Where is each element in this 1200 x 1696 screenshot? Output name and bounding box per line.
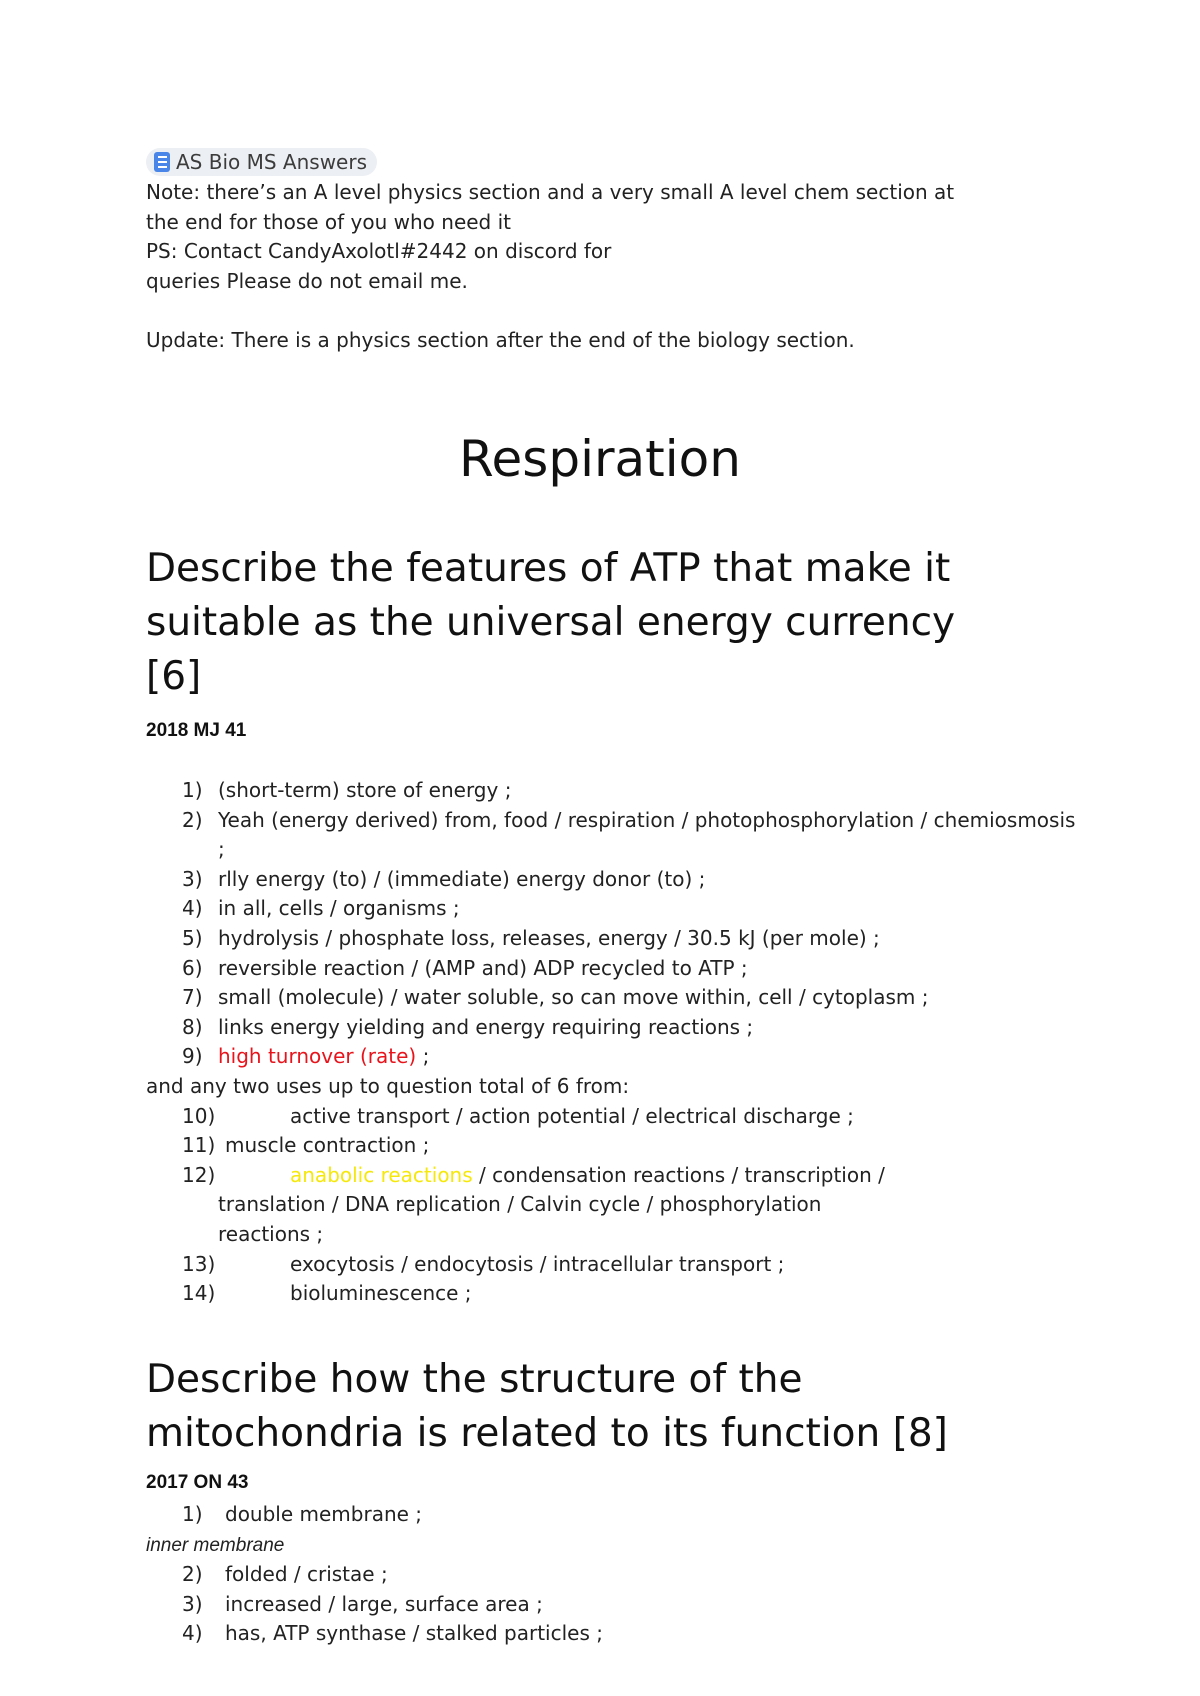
- list-item: [146, 983, 1186, 1013]
- ps-line-1: PS: Contact CandyAxolotl#2442 on discord for: [146, 239, 612, 263]
- inner-membrane-subheading: inner membrane: [146, 1534, 285, 1556]
- ps-line-2: queries Please do not email me.: [146, 268, 468, 293]
- list-item: [146, 1590, 1186, 1620]
- item-text: double membrane ;: [225, 1502, 423, 1526]
- item-number: 13): [182, 1251, 216, 1276]
- doc-title-chip-label: AS Bio MS Answers: [176, 150, 367, 174]
- list-item: [146, 1279, 1186, 1309]
- update-line: Update: There is a physics section after the end of the biology section.: [146, 328, 855, 352]
- item-text: folded / cristae ;: [225, 1562, 388, 1587]
- list-item: [146, 924, 1186, 954]
- highlighted-text-red: high turnover (rate): [218, 1044, 417, 1069]
- item-text-rest: ;: [416, 1044, 430, 1069]
- item-number: 1): [182, 778, 203, 802]
- list-item: [146, 1161, 1186, 1250]
- item-number: 8): [182, 1014, 203, 1039]
- question-1-heading-line-2: suitable as the universal energy currency: [146, 600, 956, 645]
- list-item: [146, 776, 1186, 806]
- item-number: 11): [182, 1133, 216, 1158]
- item-number: 12): [182, 1162, 216, 1187]
- list-item: [146, 1500, 1186, 1530]
- item-text: in all, cells / organisms ;: [218, 896, 460, 921]
- item-number: 10): [182, 1103, 216, 1128]
- list-item: [146, 1102, 1186, 1132]
- item-number: 5): [182, 925, 203, 950]
- item-text: exocytosis / endocytosis / intracellular transport ;: [290, 1251, 785, 1276]
- item-number: 6): [182, 955, 203, 980]
- document-icon: [154, 152, 170, 172]
- question-1-reference: 2018 MJ 41: [146, 720, 247, 741]
- item-number: 9): [182, 1044, 203, 1069]
- note-line-1: Note: there’s an A level physics section and a very small A level chem section at: [146, 180, 955, 204]
- item-number: 4): [182, 1621, 203, 1646]
- item-number: 14): [182, 1281, 216, 1306]
- item-number: 3): [182, 1591, 203, 1616]
- item-text: muscle contraction ;: [225, 1133, 430, 1158]
- item-number: 1): [182, 1502, 203, 1526]
- item-text: hydrolysis / phosphate loss, releases, energy / 30.5 kJ (per mole) ;: [218, 925, 880, 950]
- list-item: [146, 1619, 1186, 1649]
- question-1-heading: [146, 542, 955, 704]
- uses-intro-text: and any two uses up to question total of 6 from:: [146, 1073, 630, 1098]
- item-text: [146, 1161, 1186, 1191]
- item-text: [146, 1042, 1186, 1072]
- item-text: links energy yielding and energy requiring reactions ;: [218, 1014, 754, 1039]
- item-text: reversible reaction / (AMP and) ADP recycled to ATP ;: [218, 955, 748, 980]
- item-number: 2): [182, 807, 203, 832]
- item-text: increased / large, surface area ;: [225, 1591, 543, 1616]
- list-item: [146, 954, 1186, 984]
- question-2-heading-line-1: Describe how the structure of the: [146, 1357, 803, 1402]
- question-2-answers: [146, 1500, 1186, 1649]
- note-line-2: the end for those of you who need it: [146, 209, 512, 234]
- item-text: bioluminescence ;: [290, 1281, 472, 1306]
- question-2-reference: 2017 ON 43: [146, 1472, 249, 1493]
- item-text-continued: translation / DNA replication / Calvin cycle / phosphorylation: [218, 1192, 822, 1217]
- question-2-heading-line-2: mitochondria is related to its function [8]: [146, 1411, 948, 1456]
- item-number: 2): [182, 1562, 203, 1587]
- item-number: 3): [182, 866, 203, 891]
- item-text: (short-term) store of energy ;: [218, 778, 512, 802]
- list-item: [146, 865, 1186, 895]
- question-1-heading-line-3: [6]: [146, 654, 202, 699]
- item-number: 7): [182, 985, 203, 1010]
- item-text: small (molecule) / water soluble, so can move within, cell / cytoplasm ;: [218, 985, 929, 1010]
- item-text: rlly energy (to) / (immediate) energy donor (to) ;: [218, 866, 706, 891]
- list-item: [146, 1250, 1186, 1280]
- uses-intro: [146, 1072, 1186, 1102]
- highlighted-text-yellow: anabolic reactions: [290, 1162, 473, 1187]
- list-item: [146, 1131, 1186, 1161]
- item-text-continued: reactions ;: [218, 1221, 324, 1246]
- item-text: Yeah (energy derived) from, food / respiration / photophosphorylation / chemiosmosis: [218, 807, 1076, 832]
- intro-notes: [146, 178, 954, 356]
- doc-title-chip[interactable]: [146, 148, 377, 176]
- section-title: Respiration: [459, 430, 741, 488]
- question-2-heading: [146, 1353, 948, 1461]
- item-number: 4): [182, 896, 203, 921]
- list-item: [146, 894, 1186, 924]
- item-text-rest: / condensation reactions / transcription /: [472, 1162, 885, 1187]
- item-text: has, ATP synthase / stalked particles ;: [225, 1621, 603, 1646]
- list-item: [146, 1013, 1186, 1043]
- item-text: active transport / action potential / electrical discharge ;: [290, 1103, 854, 1128]
- question-1-heading-line-1: Describe the features of ATP that make it: [146, 546, 951, 591]
- item-text-continued: ;: [218, 837, 225, 862]
- question-1-answers: [146, 776, 1186, 1309]
- list-item: [146, 1042, 1186, 1072]
- list-item: [146, 1560, 1186, 1590]
- subheading: [146, 1530, 1186, 1561]
- list-item: [146, 806, 1186, 865]
